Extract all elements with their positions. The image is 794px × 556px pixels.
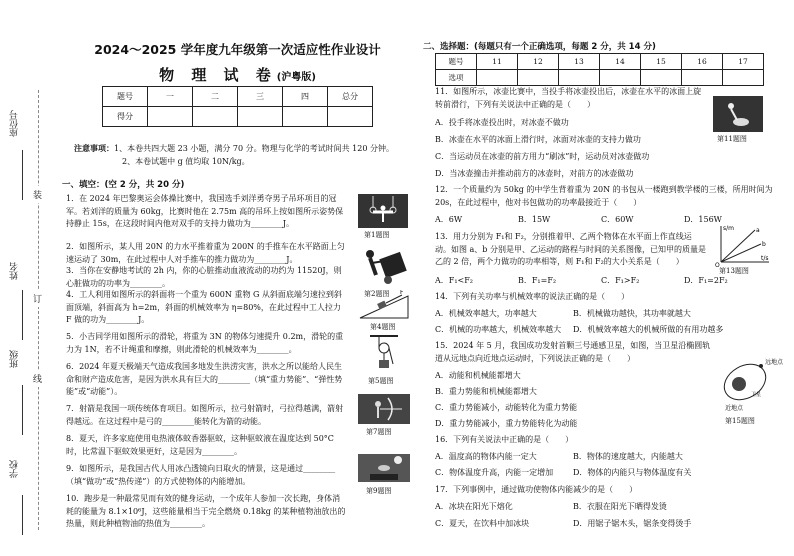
notes-label: 注意事项：: [74, 143, 114, 153]
class-label: 班级: [10, 350, 20, 368]
fig15-sat-label: 卫星: [751, 392, 762, 398]
score-row-label: 得分: [103, 107, 148, 127]
name-field: [22, 290, 23, 340]
section1-heading: 一、填空：(空 2 分，共 20 分): [62, 180, 185, 190]
figure-15-orbit: [715, 352, 785, 412]
q11-option-c[interactable]: C．当运动员在冰壶的前方用力“刷冰”时，运动员对冰壶做功: [435, 152, 650, 161]
score-header-cell: 三: [238, 87, 283, 107]
svg-text:F: F: [400, 290, 404, 296]
question-1: 1．在 2024 年巴黎奥运会体操比赛中，我国选手刘洋勇夺男子吊环项目的冠军。若刘洋的质量为 60kg，比赛时他在 2.75m 高的吊环上按如图所示姿势保持静止 15s，在这段时间内他对双手的支持力做功为________J。: [66, 194, 344, 228]
answer-header-cell: 16: [682, 54, 723, 70]
q11-option-b[interactable]: B．冰壶在水平的冰面上滑行时，冰面对冰壶的支持力做功: [435, 135, 641, 144]
answer-cell[interactable]: [682, 70, 723, 86]
answer-header-cell: 17: [723, 54, 764, 70]
q14-option-c[interactable]: C．机械的功率越大，机械效率越大: [435, 325, 562, 334]
question-4: 4．工人利用如图所示的斜面将一个重为 600N 重物 G 从斜面底端匀速拉到斜面顶端，斜面高为 h=2m，斜面的机械效率为 η=80%，在此过程中工人拉力 F 做的功为________J。: [66, 290, 342, 324]
score-header-cell: 题号: [103, 87, 148, 107]
q12-option-b[interactable]: B．15W: [518, 215, 551, 224]
q13-option-d[interactable]: D．F₁=2F₂: [684, 276, 728, 285]
subject-text: 物 理 试 卷: [159, 66, 277, 84]
figure-1-caption: 第1题图: [364, 231, 390, 239]
question-5: 5．小吉同学用如图所示的滑轮，将重为 3N 的物体匀速提升 0.2m，滑轮的重力为 1N，若不计绳重和摩擦，则此滑轮的机械效率为________。: [66, 332, 344, 354]
question-2: 2．如图所示，某人用 20N 的力水平推着重为 200N 的手推车在水平路面上匀速运动了 30m，在此过程中人对手推车的推力做功为________J。: [66, 242, 345, 264]
name-label: 姓名: [10, 262, 20, 280]
figure-9-caption: 第9题图: [366, 487, 392, 495]
question-13-stem: 13．用力分别为 F₁和 F₂，分别推着甲、乙两个物体在水平面上作直线运动。如图 a、b 分别是甲、乙运动的路程与时间的关系图像，已知甲的质量是乙的 2 倍，两个力做功的功率相等，则 F₁和 F₂的大小关系是（ ）: [435, 232, 706, 266]
graph13-x-label: t/s: [761, 255, 769, 262]
q13-option-b[interactable]: B．F₁=F₂: [518, 276, 557, 285]
answer-header-cell: 12: [518, 54, 559, 70]
q16-option-c[interactable]: C．物体温度升高，内能一定增加: [435, 468, 554, 477]
figure-5-image: [366, 334, 402, 372]
answer-cell[interactable]: [477, 70, 518, 86]
graph13-line-a: a: [756, 227, 760, 234]
figure-9-image: [358, 454, 410, 482]
q16-option-a[interactable]: A．温度高的物体内能一定大: [435, 452, 537, 461]
binding-mark-zhuang: 装: [33, 186, 42, 203]
binding-dashed-line: [38, 90, 39, 530]
question-17-stem: 17．下列事例中，通过做功使物体内能减少的是（ ）: [435, 485, 638, 494]
question-7: 7．射箭是我国一项传统体育项目。如图所示，拉弓射箭时，弓拉得越满，箭射得越远。在这过程中是弓的________能转化为箭的动能。: [66, 404, 344, 426]
figure-4-image: [358, 290, 410, 320]
q12-option-c[interactable]: C．60W: [601, 215, 634, 224]
q15-option-b[interactable]: B．重力势能和机械能都增大: [435, 387, 537, 396]
fig15-far-label: 远地点: [765, 359, 784, 366]
notes-block: [74, 142, 404, 168]
score-cell[interactable]: [148, 107, 193, 127]
question-9: 9．如图所示，是我国古代人用冰凸透镜向日取火的情景，这是通过________（填“做功”或“热传递”）的方式使物体的内能增加。: [66, 464, 336, 486]
notes-item-2: 2、本卷试题中 g 值均取 10N/kg。: [122, 157, 250, 166]
score-header-cell: 四: [283, 87, 328, 107]
school-field: [22, 495, 23, 535]
answer-header-row: [436, 54, 764, 70]
q11-option-a[interactable]: A．投手将冰壶投出时，对冰壶不做功: [435, 118, 569, 127]
q17-option-b[interactable]: B．衣服在阳光下晒得发烫: [573, 502, 667, 511]
answer-header-cell: 15: [641, 54, 682, 70]
figure-11-image: [713, 96, 763, 132]
question-11-stem: 11．如图所示，冰壶比赛中，当投手将冰壶投出后，冰壶在水平的冰面上旋转前滑行，下列有关说法中正确的是（ ）: [435, 87, 702, 109]
figure-15-caption: 第15题图: [725, 417, 755, 425]
figure-1-image: [358, 194, 408, 228]
question-6: 6．2024 年夏天极端天气造成我国多地发生洪涝灾害，洪水之所以能给人民生命和财产造成危害，是因为洪水具有巨大的________（填“重力势能”、“弹性势能”或“动能”）。: [66, 362, 343, 396]
binding-mark-xian: 线: [33, 370, 42, 387]
q17-option-a[interactable]: A．冰块在阳光下熔化: [435, 502, 513, 511]
question-14-stem: 14．下列有关功率与机械效率的说法正确的是（ ）: [435, 292, 630, 301]
q11-option-d[interactable]: D．当冰壶撞击并推动前方的冰壶时，对前方的冰壶做功: [435, 169, 634, 178]
question-15-stem: 15．2024 年 5 月，我国成功发射首颗三号通感卫星，如图，当卫星沿椭圆轨道从远地点向近地点运动时，下列说法正确的是（ ）: [435, 341, 711, 363]
section2-heading: 二、选择题：(每题只有一个正确选项，每题 2 分，共 14 分): [423, 42, 656, 52]
left-column: [60, 0, 415, 556]
answer-header-cell: 11: [477, 54, 518, 70]
seat-field: [22, 150, 23, 200]
figure-4-caption: 第4题图: [370, 323, 396, 331]
answer-table: [435, 53, 764, 86]
answer-cell[interactable]: [641, 70, 682, 86]
q16-option-b[interactable]: B．物体的速度越大，内能越大: [573, 452, 683, 461]
figure-11-caption: 第11题图: [717, 135, 747, 143]
right-column: [423, 0, 791, 556]
figure-7-caption: 第7题图: [366, 428, 392, 436]
edition-text: (沪粤版): [276, 72, 316, 83]
q14-option-d[interactable]: D．机械效率越大的机械所做的有用功越多: [573, 325, 724, 334]
exam-subject: [60, 64, 415, 85]
score-cell[interactable]: [193, 107, 238, 127]
question-8: 8．夏天，许多家庭使用电热液体蚊香器驱蚊，这种驱蚊液在温度达到 50°C 时，比常温下驱蚊效果更好，这是因为________。: [66, 434, 334, 456]
notes-line-1: [74, 142, 404, 155]
q14-option-a[interactable]: A．机械效率越大，功率越大: [435, 309, 537, 318]
q17-option-d[interactable]: D．用锯子锯木头，锯条变得烫手: [573, 519, 692, 528]
school-label: 学校: [10, 460, 20, 478]
score-cell[interactable]: [238, 107, 283, 127]
notes-item-1: 1、本卷共四大题 23 小题，满分 70 分。物理与化学的考试时间共 120 分钟。: [114, 144, 394, 153]
answer-header-cell: 题号: [436, 54, 477, 70]
graph13-y-label: s/m: [723, 225, 734, 232]
graph13-line-b: b: [762, 241, 766, 248]
question-10: 10．跑步是一种最常见而有效的健身运动，一个成年人参加一次长跑，身体消耗的能量为 8.1×10⁶J，这些能量相当于完全燃烧 0.18kg 的某种植物油放出的热量，则此种植物油的热值为________。: [66, 494, 346, 528]
answer-header-cell: 14: [600, 54, 641, 70]
q16-option-d[interactable]: D．物体的内能只与物体温度有关: [573, 468, 692, 477]
figure-5-caption: 第5题图: [368, 377, 394, 385]
score-header-cell: 一: [148, 87, 193, 107]
score-header-cell: 二: [193, 87, 238, 107]
answer-row-label: 选项: [436, 70, 477, 86]
score-value-row: [103, 107, 373, 127]
q12-option-a[interactable]: A．6W: [435, 215, 463, 224]
score-table: [102, 86, 373, 127]
answer-value-row: [436, 70, 764, 86]
score-header-cell: 总分: [328, 87, 373, 107]
question-12-stem: 12．一个质量约为 50kg 的中学生背着重为 20N 的书包从一楼跑到教学楼的三楼，所用时间为 20s，在此过程中，他对书包做功的功率最接近于（ ）: [435, 185, 773, 207]
answer-cell[interactable]: [600, 70, 641, 86]
graph13-origin: O: [715, 262, 720, 268]
q17-option-c[interactable]: C．夏天，在饮料中加冰块: [435, 519, 530, 528]
answer-cell[interactable]: [559, 70, 600, 86]
answer-header-cell: 13: [559, 54, 600, 70]
binding-mark-ding: 订: [33, 290, 42, 307]
answer-cell[interactable]: [518, 70, 559, 86]
class-field: [22, 385, 23, 435]
binding-strip: [0, 0, 58, 556]
seat-label: 座位号: [10, 110, 20, 137]
figure-13-graph: [711, 222, 773, 268]
q15-option-c[interactable]: C．重力势能减小，动能转化为重力势能: [435, 403, 578, 412]
q13-option-a[interactable]: A．F₁<F₂: [435, 276, 473, 285]
exam-title: 2024～2025 学年度九年级第一次适应性作业设计: [94, 42, 381, 57]
score-header-row: [103, 87, 373, 107]
score-cell[interactable]: [328, 107, 373, 127]
question-16-stem: 16．下列有关说法中正确的是（ ）: [435, 435, 574, 444]
figure-7-image: [358, 394, 410, 424]
q12-option-d[interactable]: D．156W: [684, 215, 722, 224]
answer-cell[interactable]: [723, 70, 764, 86]
q15-option-d[interactable]: D．重力势能减小，重力势能转化为动能: [435, 419, 578, 428]
figure-2-image: [358, 245, 408, 287]
figure-2-caption: 第2题图: [364, 290, 390, 298]
score-cell[interactable]: [283, 107, 328, 127]
question-3: 3．当你在安静地考试的 2h 内，你的心脏推动血液流动的功约为 11520J，则心脏做功的功率为________。: [66, 266, 342, 288]
q15-option-a[interactable]: A．动能和机械能都增大: [435, 371, 521, 380]
q14-option-b[interactable]: B．机械做功越快，其功率就越大: [573, 309, 691, 318]
q13-option-c[interactable]: C．F₁>F₂: [601, 276, 640, 285]
fig15-near-label: 近地点: [725, 405, 744, 412]
figure-13-caption: 第13题图: [719, 267, 749, 275]
